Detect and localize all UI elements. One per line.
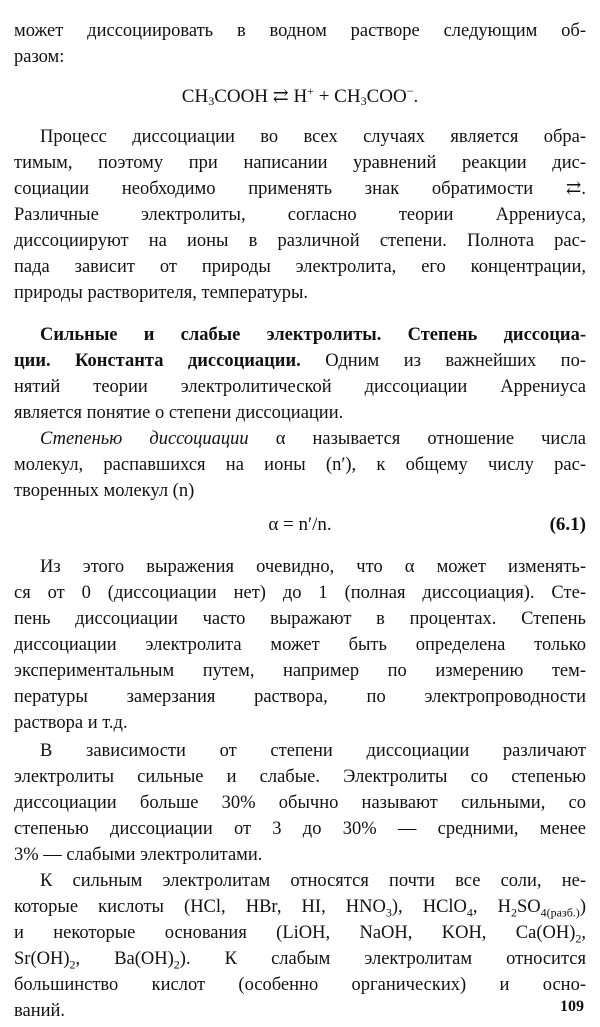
text-line: природы растворителя, температуры.: [14, 283, 309, 303]
text-line: Степенью диссоциации α называется отношение числа: [40, 429, 586, 449]
text-line: 3% — слабыми электролитами.: [14, 845, 263, 865]
text-line: разом:: [14, 47, 65, 67]
text-line: степенью диссоциации от 3 до 30% — средними, менее: [14, 819, 586, 839]
text-line: электролиты сильные и слабые. Электролиты со степенью: [14, 767, 586, 787]
text-line: пературы замерзания раствора, по электропроводности: [14, 687, 586, 707]
text-line: тимым, поэтому при написании уравнений реакции дис-: [14, 153, 586, 173]
text-line: которые кислоты (HCl, HBr, HI, $HNO_3$), HClO$_4$, $H_2SO_{4(разб.)}$): [14, 897, 586, 920]
text-line: В зависимости от степени диссоциации различают: [40, 741, 586, 761]
text-line: пень диссоциации часто выражают в процентах. Степень: [14, 609, 586, 629]
equation-number: (6.1): [549, 514, 586, 535]
text-line: творенных молекул (n): [14, 481, 195, 501]
text-line: раствора и т.д.: [14, 713, 128, 733]
text-line: Процесс диссоциации во всех случаях является обра-: [40, 127, 586, 147]
text-line: социации необходимо применять знак обратимости ⇄.: [14, 179, 586, 199]
text-line: пада зависит от природы электролита, его концентрации,: [14, 257, 586, 277]
text-line: молекул, распавшихся на ионы (n′), к общему числу рас-: [14, 455, 586, 475]
text-line: является понятие о степени диссоциации.: [14, 403, 344, 423]
text-line: диссоциируют на ионы в различной степени. Полнота рас-: [14, 231, 586, 251]
page-number: 109: [560, 998, 584, 1015]
text-line: К сильным электролитам относятся почти все соли, не-: [40, 871, 586, 891]
degree-formula: α = n′/n.: [268, 514, 332, 535]
text-line: нятий теории электролитической диссоциации Аррениуса: [14, 377, 586, 397]
text-line: ваний.: [14, 1001, 66, 1021]
dissociation-equation: $CH_3COOH$ ⇄ $H^+ + CH_3COO^-$.: [181, 84, 419, 108]
text-line: Из этого выражения очевидно, что α может изменять-: [40, 557, 586, 577]
text-line: и некоторые основания (LiOH, NaOH, KOH, $Ca(OH)_2$,: [14, 923, 586, 946]
text-line: большинство кислот (особенно органических) и осно-: [14, 975, 586, 995]
text-line: ся от 0 (диссоциации нет) до 1 (полная диссоциация). Сте-: [14, 583, 586, 603]
section-heading-cont: ции. Константа диссоциации.: [14, 351, 301, 371]
text-line: может диссоциировать в водном растворе следующим об-: [14, 21, 586, 41]
text-line: диссоциации электролита может быть определена только: [14, 635, 586, 655]
text-line: $Sr(OH)_2$, $Ba(OH)_2$). К слабым электролитам относится: [14, 949, 586, 972]
term-italic: Степенью диссоциации: [40, 429, 249, 449]
text-line: Различные электролиты, согласно теории Аррениуса,: [14, 205, 586, 225]
text-line: экспериментальным путем, например по измерению тем-: [14, 661, 586, 681]
text-line: диссоциации больше 30% обычно называют сильными, со: [14, 793, 586, 813]
text-line: ции. Константа диссоциации. Одним из важнейших по-: [14, 351, 586, 371]
section-heading: Сильные и слабые электролиты. Степень диссоциа-: [40, 325, 586, 345]
